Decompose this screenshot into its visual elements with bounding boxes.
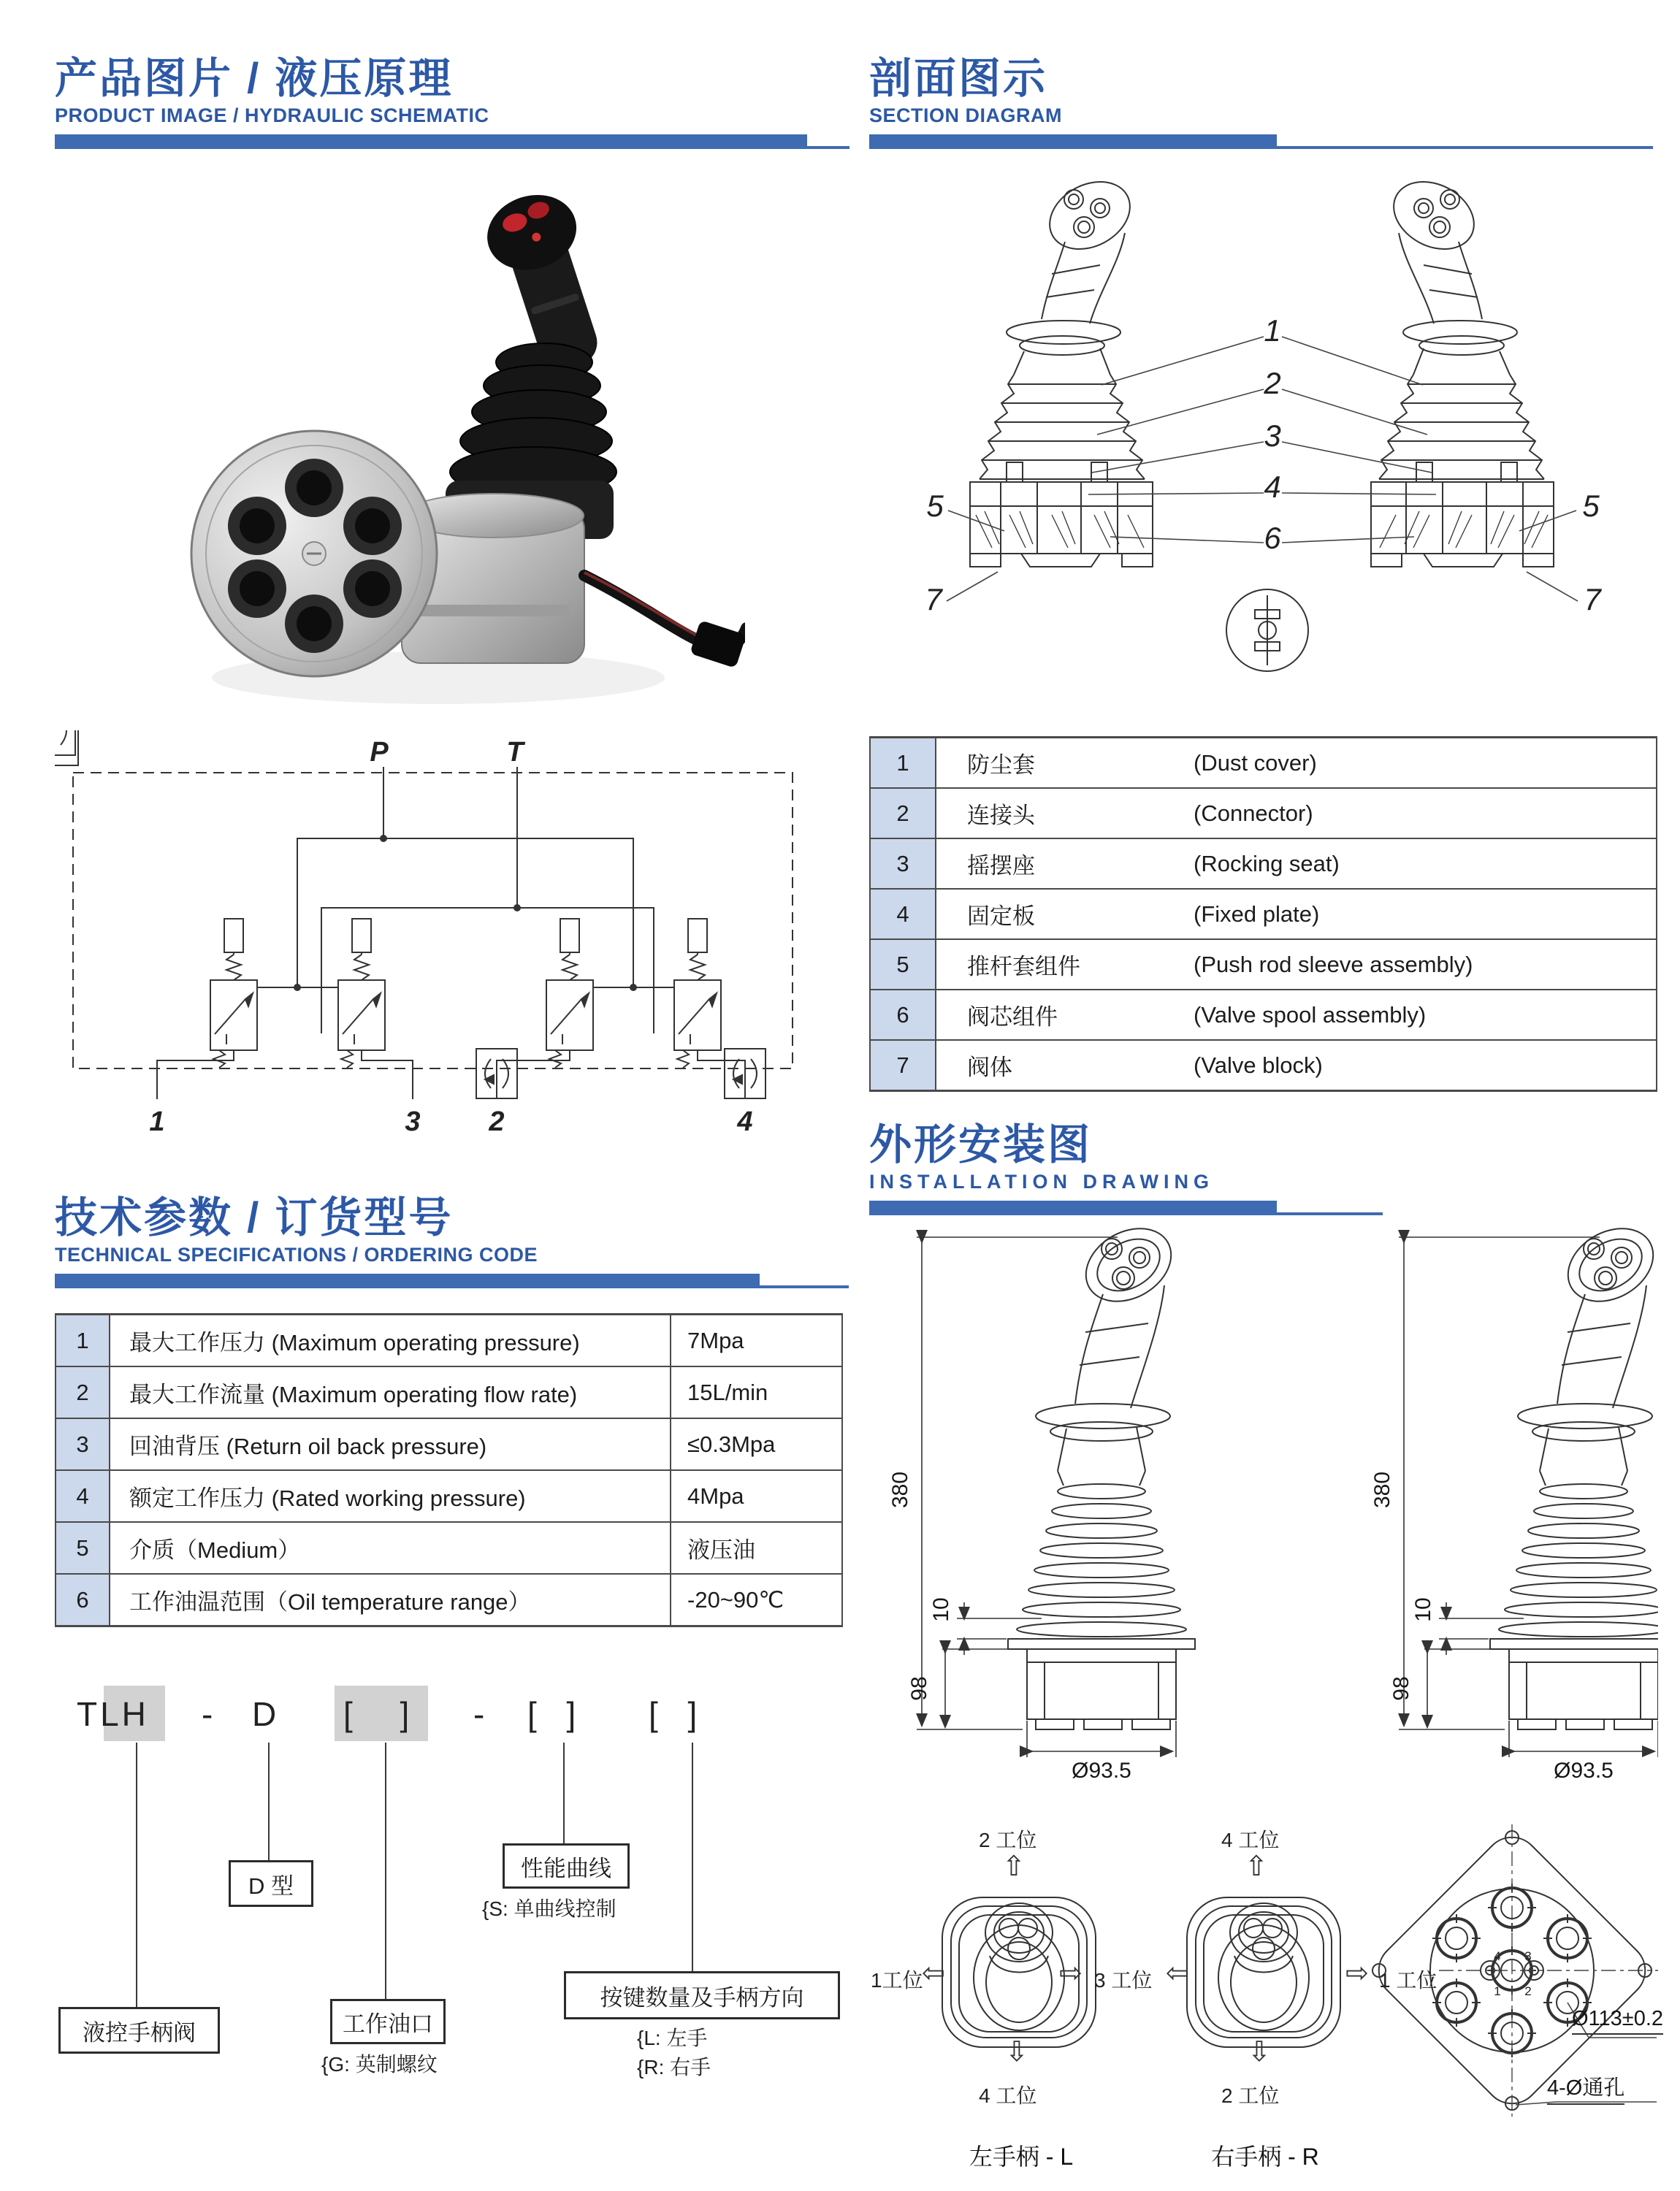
schematic-art: [73, 767, 793, 1099]
part-row-en: (Valve block): [1194, 1052, 1323, 1078]
spec-row-num: 2: [56, 1367, 110, 1418]
port-label-4: 4: [737, 1106, 753, 1137]
code-bracket-2: [ ]: [527, 1695, 587, 1733]
spec-row-value: 液压油: [687, 1537, 755, 1563]
code-brand: TLH: [77, 1695, 149, 1733]
code-dash: -: [202, 1695, 216, 1733]
code-label-curve: 性能曲线: [503, 1843, 630, 1889]
schematic-valves: [55, 730, 765, 1098]
spec-row-num: 4: [56, 1471, 110, 1521]
code-label-valve: 液控手柄阀: [58, 2007, 220, 2054]
spec-row-name: 工作油温范围（Oil temperature range）: [110, 1575, 671, 1625]
dim-offset: 10: [929, 1597, 953, 1622]
section-header-product: [55, 57, 807, 149]
section-header-section: [869, 57, 1277, 149]
spec-row-name: 最大工作压力 (Maximum operating pressure): [110, 1315, 671, 1366]
dim-offset: 10: [1411, 1597, 1435, 1622]
dim-base-dia: Ø93.5: [1554, 1759, 1614, 1783]
code-dash: -: [473, 1695, 488, 1733]
product-photo: [131, 167, 745, 711]
part-row-en: (Dust cover): [1194, 749, 1317, 776]
code-leader-line: [136, 1743, 137, 2007]
port-label-3: 3: [405, 1106, 421, 1137]
part-row-num: 6: [871, 990, 936, 1039]
section-title-specs-en: TECHNICAL SPECIFICATIONS / ORDERING CODE: [55, 1243, 538, 1266]
table-row: [871, 789, 1656, 839]
table-row: [56, 1471, 841, 1523]
installation-joystick-right: [1399, 1221, 1658, 1757]
spec-row-value: 4Mpa: [687, 1483, 744, 1509]
product-bellows: [450, 343, 616, 497]
title-bar-ext: [1277, 146, 1653, 149]
part-row-en: (Fixed plate): [1194, 901, 1320, 927]
flange-holes-label: 4-Ø通孔: [1547, 2071, 1624, 2105]
callout-3: 3: [1264, 418, 1281, 453]
arrow-left-icon: ⇦: [1166, 1957, 1189, 1989]
table-row: [56, 1419, 841, 1471]
part-row-num: 5: [871, 940, 936, 989]
code-sublabel-port: {G: 英制螺纹: [321, 2053, 438, 2076]
spec-row-value: 15L/min: [687, 1379, 768, 1405]
part-row-zh: 固定板: [967, 903, 1035, 929]
dim-height: 380: [1370, 1471, 1394, 1509]
code-leader-line: [385, 1743, 386, 1999]
port-label-t: T: [506, 737, 524, 768]
table-row: [56, 1575, 841, 1625]
pos-right-top: 4 工位: [1221, 1829, 1280, 1851]
product-cable: [584, 573, 745, 668]
hydraulic-schematic: [55, 730, 829, 1139]
section-title-product-zh: 产品图片 / 液压原理: [55, 55, 454, 102]
code-bracket-3: [ ]: [649, 1695, 708, 1733]
title-bar-section: [869, 134, 1277, 149]
dim-base-dia: Ø93.5: [1072, 1759, 1131, 1783]
cable-connector: [690, 620, 745, 668]
dim-base-height: 98: [1389, 1676, 1413, 1701]
part-row-num: 1: [871, 738, 936, 787]
callout-4: 4: [1264, 470, 1281, 504]
part-row-en: (Push rod sleeve assembly): [1194, 951, 1473, 977]
arrow-down-icon: ⇩: [1005, 2035, 1028, 2068]
code-label-port: 工作油口: [330, 1999, 446, 2044]
title-bar-specs: [55, 1274, 760, 1288]
section-title-installation-en: INSTALLATION DRAWING: [869, 1170, 1214, 1193]
callout-7-right: 7: [1584, 582, 1601, 616]
spec-row-name: 回油背压 (Return oil back pressure): [110, 1419, 671, 1469]
code-sublabel-buttons-r: {R: 右手: [637, 2056, 711, 2079]
part-row-en: (Rocking seat): [1194, 850, 1340, 876]
title-bar-ext: [1277, 1212, 1383, 1215]
code-leader-line: [563, 1743, 565, 1845]
section-title-specs-zh: 技术参数 / 订货型号: [55, 1194, 454, 1242]
spec-row-num: 6: [56, 1575, 110, 1625]
spec-row-name: 介质（Medium）: [110, 1523, 671, 1573]
arrow-up-icon: ⇧: [1002, 1850, 1026, 1882]
callout-7-left: 7: [925, 582, 942, 616]
pos-right-bottom: 2 工位: [1221, 2084, 1280, 2107]
detail-circle: [1226, 589, 1308, 671]
pos-right-right: 1 工位: [1379, 1969, 1437, 1992]
spec-row-name: 额定工作压力 (Rated working pressure): [110, 1471, 671, 1521]
part-row-en: (Valve spool assembly): [1194, 1001, 1427, 1028]
flange-dia-label: Ø113±0.2: [1572, 2007, 1663, 2035]
port-label-1: 1: [149, 1106, 165, 1137]
callout-5-right: 5: [1582, 489, 1600, 523]
code-sublabel-curve: {S: 单曲线控制: [482, 1897, 616, 1920]
part-row-num: 2: [871, 789, 936, 838]
pos-left-bottom: 4 工位: [979, 2084, 1037, 2107]
table-row: [871, 890, 1656, 940]
installation-joystick-left: [917, 1221, 1195, 1757]
arrow-left-icon: ⇦: [922, 1957, 945, 1989]
handle-topview-right: [1187, 1897, 1340, 2047]
table-row: [871, 738, 1656, 789]
joystick-section-left: [970, 169, 1153, 567]
spec-row-num: 5: [56, 1523, 110, 1573]
title-bar-installation: [869, 1201, 1277, 1215]
port-label-2: 2: [489, 1106, 505, 1137]
spec-row-name: 最大工作流量 (Maximum operating flow rate): [110, 1367, 671, 1418]
title-bar-product: [55, 134, 807, 149]
caption-left-handle: 左手柄 - L: [969, 2144, 1074, 2170]
part-row-zh: 连接头: [967, 803, 1035, 828]
port-label-p: P: [370, 737, 389, 768]
arrow-down-icon: ⇩: [1248, 2035, 1271, 2068]
spec-row-value: -20~90℃: [687, 1586, 784, 1613]
product-manifold: [191, 431, 437, 676]
code-type: D: [252, 1695, 280, 1733]
title-bar-ext: [760, 1285, 849, 1288]
part-row-zh: 推杆套组件: [967, 954, 1080, 979]
section-title-section-en: SECTION DIAGRAM: [869, 104, 1062, 126]
arrow-up-icon: ⇧: [1245, 1850, 1268, 1882]
joystick-section-right: [1371, 169, 1554, 567]
part-row-zh: 阀芯组件: [967, 1004, 1058, 1030]
installation-drawing: [869, 1221, 1658, 1798]
callout-2: 2: [1264, 366, 1281, 400]
flange-port-3: 3: [1524, 1949, 1532, 1963]
table-row: [871, 990, 1656, 1041]
pos-mid: 3 工位: [1094, 1969, 1153, 1992]
part-row-en: (Connector): [1194, 800, 1313, 826]
caption-right-handle: 右手柄 - R: [1211, 2144, 1319, 2170]
table-row: [871, 1041, 1656, 1090]
section-header-specs: [55, 1196, 760, 1288]
code-sublabel-buttons-l: {L: 左手: [637, 2027, 708, 2049]
table-row: [56, 1367, 841, 1419]
callout-6: 6: [1264, 521, 1281, 555]
section-header-installation: [869, 1123, 1277, 1215]
callout-5-left: 5: [926, 489, 944, 523]
code-bracket-1: [ ]: [343, 1695, 429, 1733]
spec-table: [55, 1313, 843, 1627]
table-row: [871, 940, 1656, 990]
part-row-zh: 摇摆座: [967, 853, 1035, 879]
dim-height: 380: [888, 1471, 912, 1509]
code-leader-line: [692, 1743, 693, 1971]
part-row-num: 3: [871, 839, 936, 888]
section-title-product-en: PRODUCT IMAGE / HYDRAULIC SCHEMATIC: [55, 104, 489, 126]
section-diagram: [869, 157, 1654, 734]
table-row: [871, 839, 1656, 890]
code-label-d-type: D 型: [229, 1860, 313, 1907]
arrow-right-icon: ⇨: [1345, 1957, 1369, 1989]
parts-table: [869, 736, 1657, 1092]
callout-leaders: [947, 337, 1578, 601]
part-row-zh: 阀体: [967, 1055, 1012, 1080]
section-title-installation-zh: 外形安装图: [869, 1121, 1093, 1169]
arrow-right-icon: ⇨: [1059, 1957, 1083, 1989]
part-row-zh: 防尘套: [967, 752, 1035, 778]
flange-port-2: 2: [1524, 1984, 1532, 1998]
flange-port-4: 4: [1494, 1949, 1501, 1963]
title-bar-ext: [807, 146, 849, 149]
table-row: [56, 1523, 841, 1575]
section-title-section-zh: 剖面图示: [869, 55, 1048, 102]
part-row-num: 7: [871, 1041, 936, 1090]
joystick-product-art: [191, 184, 745, 704]
dim-base-height: 98: [907, 1676, 931, 1701]
callout-1: 1: [1264, 313, 1281, 348]
spec-row-num: 1: [56, 1315, 110, 1366]
spec-row-value: 7Mpa: [687, 1327, 744, 1353]
part-row-num: 4: [871, 890, 936, 938]
flange-port-1: 1: [1494, 1984, 1501, 1998]
pos-left-left: 1工位: [871, 1969, 923, 1992]
schematic-labels: [149, 737, 752, 1137]
table-row: [56, 1315, 841, 1367]
code-leader-line: [268, 1743, 270, 1860]
pos-left-top: 2 工位: [979, 1829, 1037, 1851]
spec-row-num: 3: [56, 1419, 110, 1469]
spec-row-value: ≤0.3Mpa: [687, 1431, 776, 1457]
schematic-junctions: [294, 835, 637, 991]
code-label-buttons: 按键数量及手柄方向: [564, 1971, 840, 2019]
